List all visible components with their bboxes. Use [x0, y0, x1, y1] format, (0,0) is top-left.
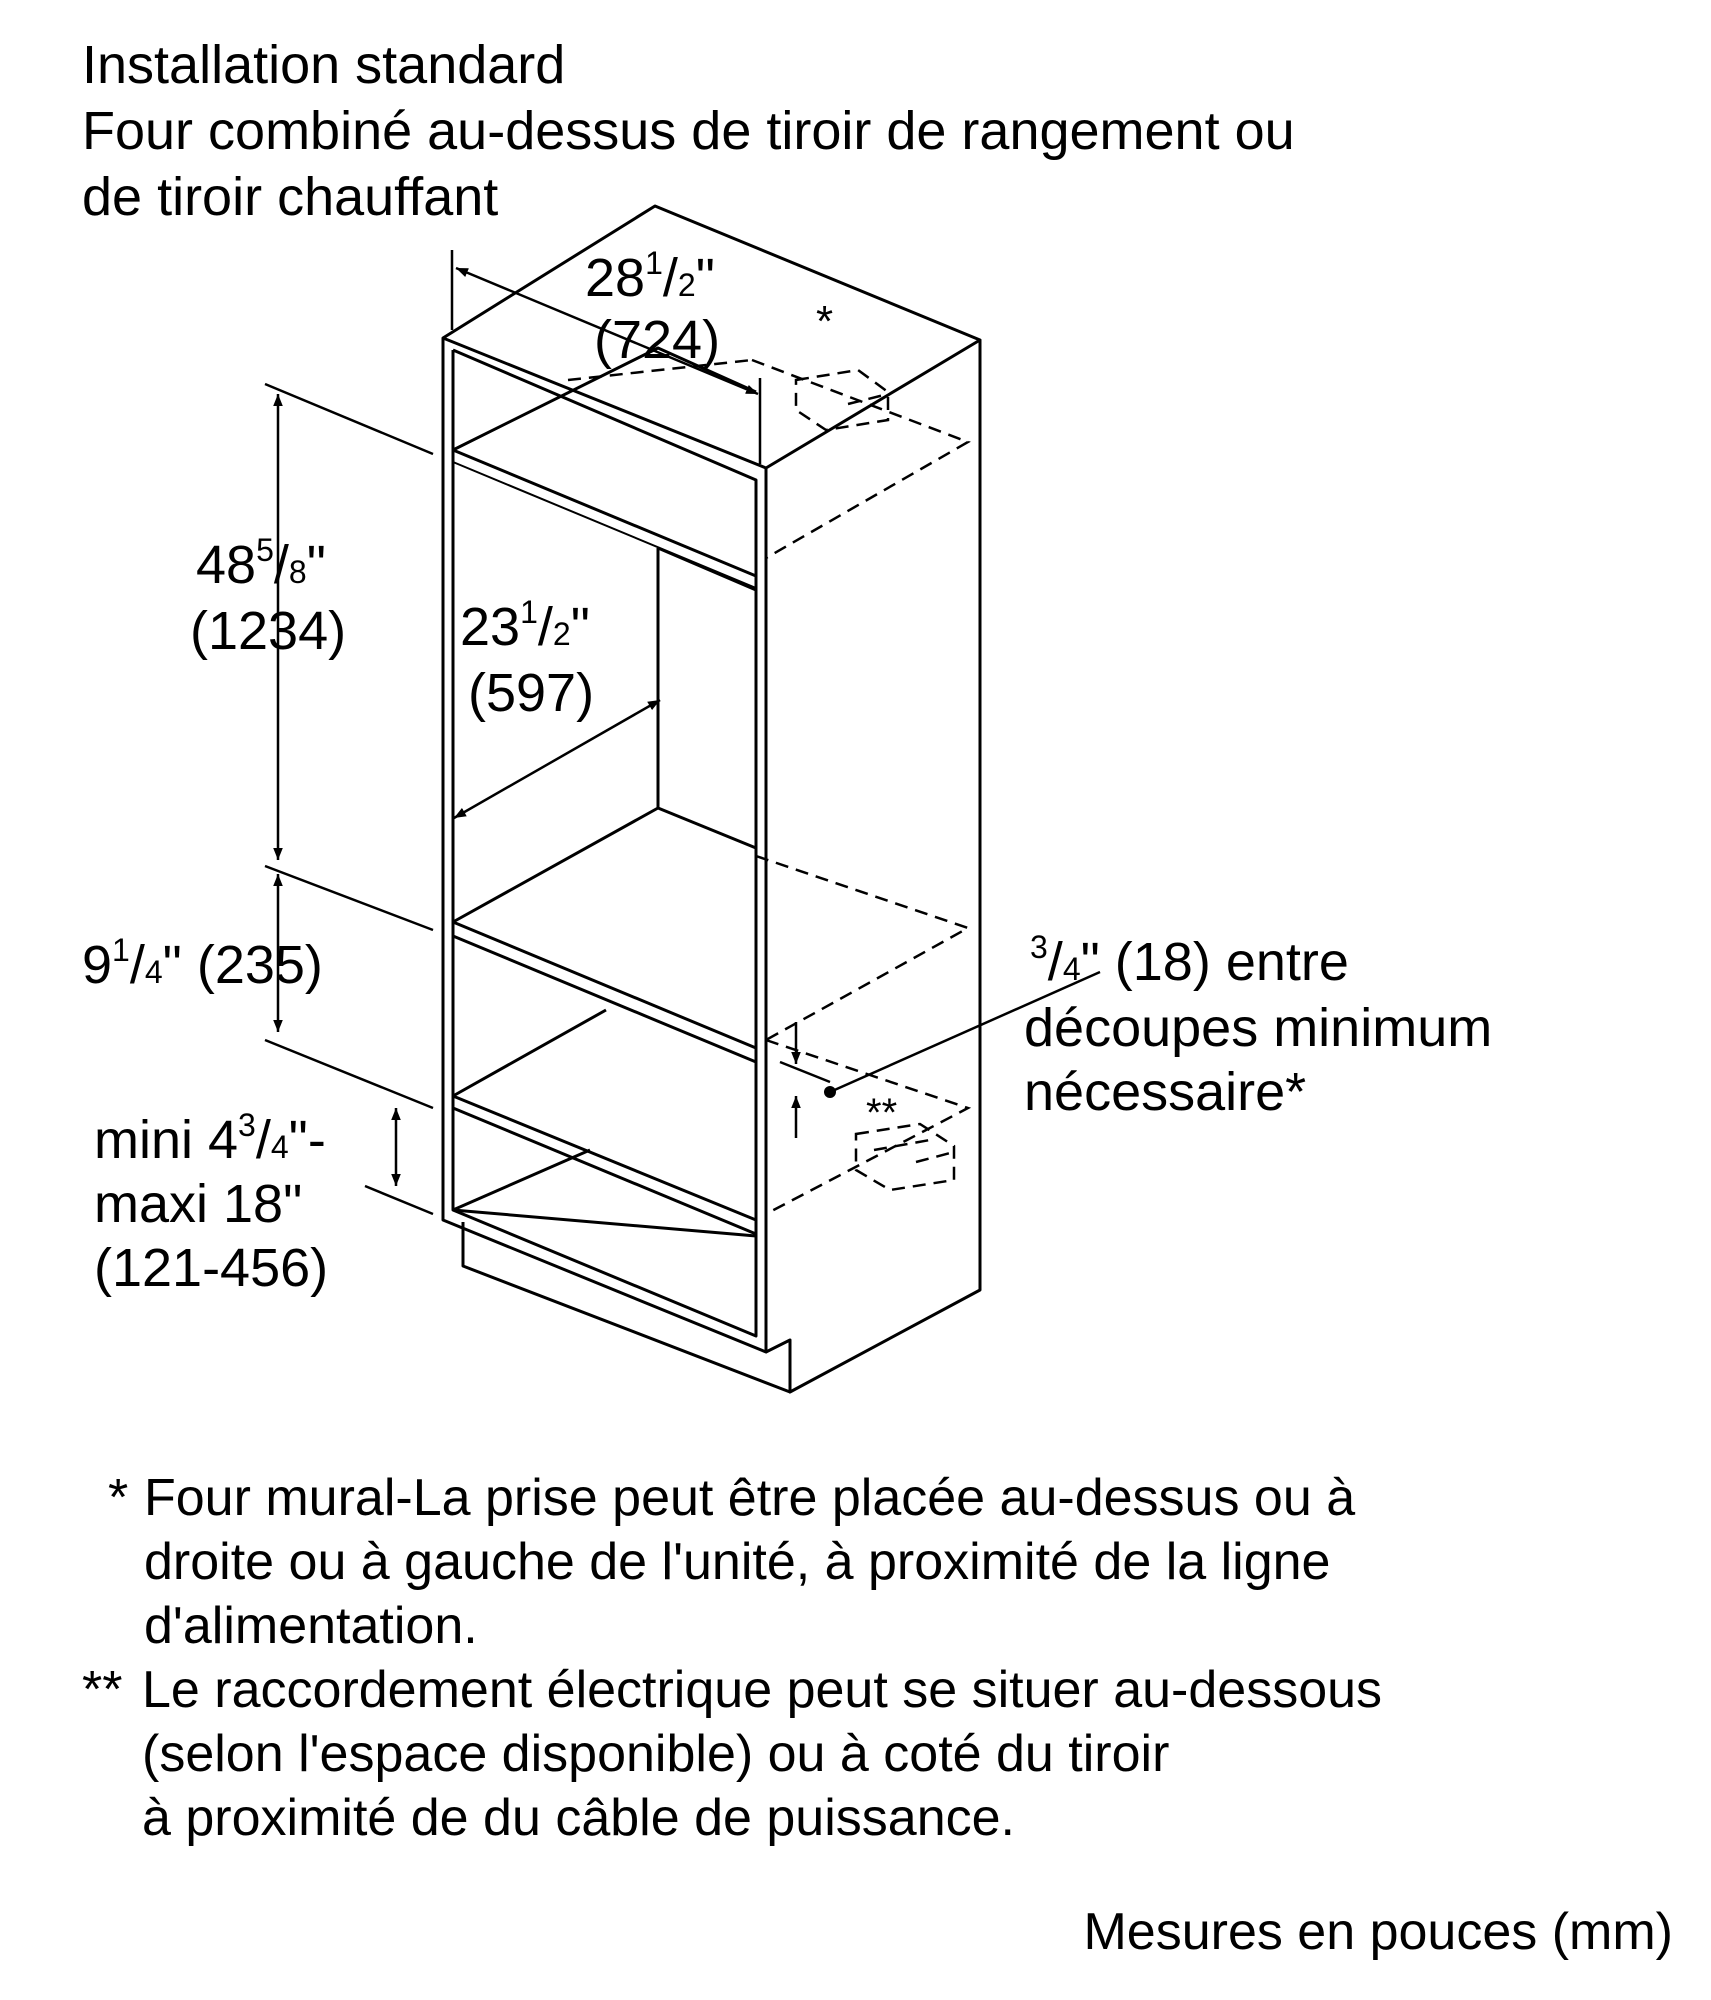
cutout-leader-dot	[824, 1086, 836, 1098]
footnote-line: Le raccordement électrique peut se situer au-dessous	[142, 1661, 1383, 1719]
height-label: $48^5/8$"	[196, 532, 326, 595]
cutout-label-line2: découpes minimum	[1024, 998, 1493, 1058]
footnote-line: à proximité de du câble de puissance.	[142, 1789, 1015, 1847]
title-line-3: de tiroir chauffant	[82, 167, 499, 227]
cabinet-outline	[443, 206, 980, 1392]
width-label: $28^1/2$"	[585, 245, 715, 308]
footnote-line: droite ou à gauche de l'unité, à proximité de la ligne	[144, 1533, 1331, 1591]
height-mm: (1234)	[190, 601, 347, 661]
footnote-line: d'alimentation.	[144, 1597, 478, 1655]
drawer-label-max: maxi 18"	[94, 1174, 303, 1234]
footnote-line: Four mural-La prise peut être placée au-dessus ou à	[144, 1469, 1356, 1527]
footnote-electrical	[80, 1658, 1382, 1850]
width-mm: (724)	[594, 310, 721, 370]
footnote-outlet	[80, 1466, 1382, 1658]
dashed-outlets	[568, 360, 968, 1214]
drawer-label-mm: (121-456)	[94, 1238, 329, 1298]
title-line-1: Installation standard	[82, 35, 566, 95]
title-line-2: Four combiné au-dessus de tiroir de rangement ou	[82, 101, 1295, 161]
footnotes	[80, 1466, 1382, 1850]
extension-lines	[265, 250, 830, 1214]
outlet-marker-single: *	[816, 297, 834, 346]
footnote-line: (selon l'espace disponible) ou à coté du tiroir	[142, 1725, 1170, 1783]
footnote-mark: **	[82, 1661, 123, 1719]
units-note: Mesures en pouces (mm)	[1083, 1903, 1673, 1961]
drawer-label: mini $4^3/4"-$	[94, 1107, 326, 1170]
depth-label: $23^1/2$"	[460, 594, 590, 657]
depth-mm: (597)	[468, 663, 595, 723]
cutout-label-line3: nécessaire*	[1024, 1062, 1307, 1122]
outlet-marker-double: **	[866, 1091, 898, 1135]
footnote-mark: *	[108, 1469, 129, 1527]
dimension-arrows	[278, 268, 1100, 1186]
cutout-label: $^3$/4" (18) entre	[1030, 929, 1349, 992]
gap-label: $9^1/4$" (235)	[82, 932, 323, 995]
